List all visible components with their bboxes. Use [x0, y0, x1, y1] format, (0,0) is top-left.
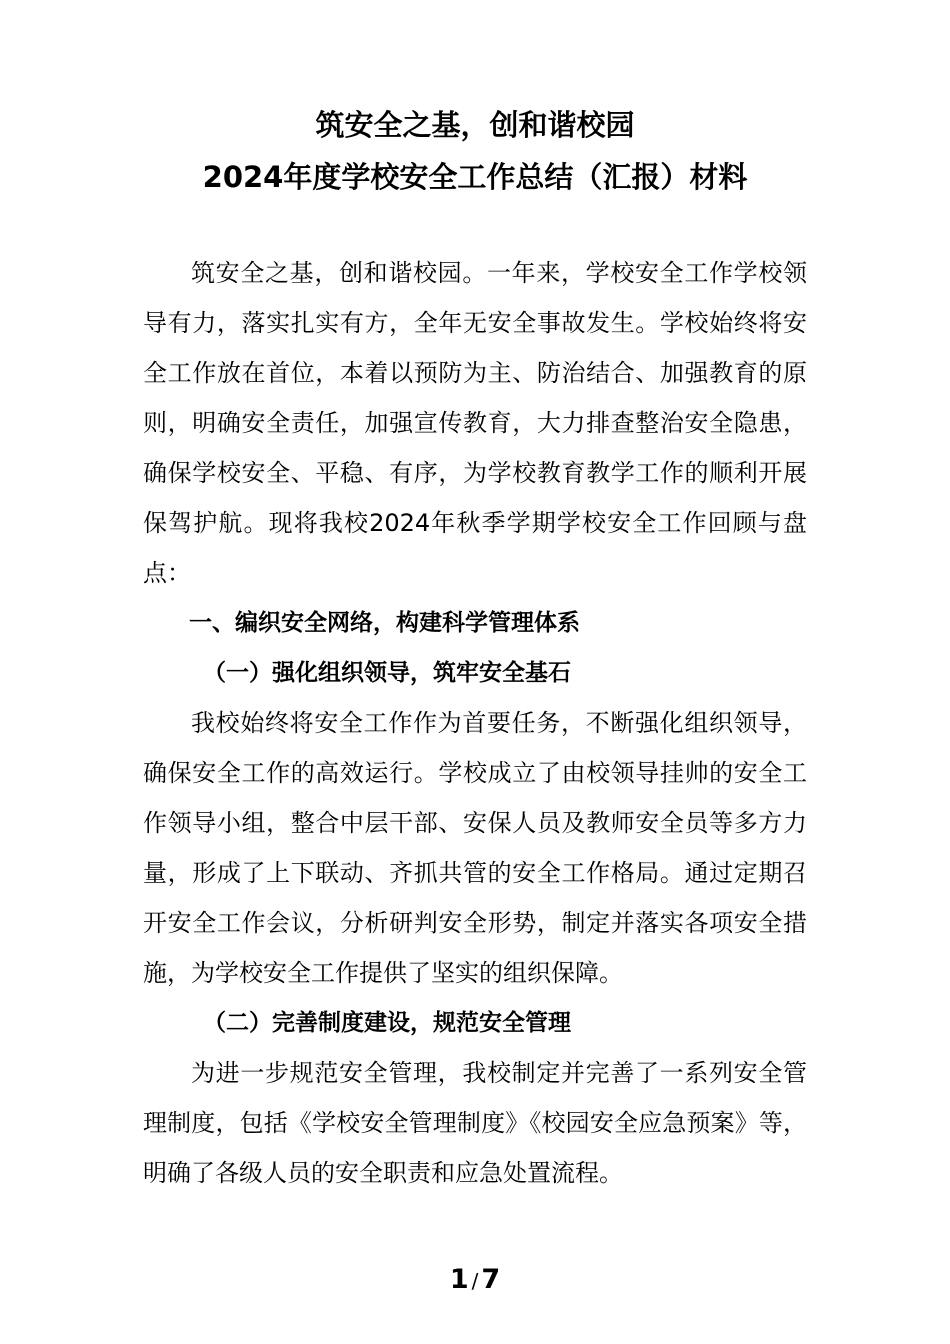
subsection-paragraph-1: 我校始终将安全工作作为首要任务，不断强化组织领导，确保安全工作的高效运行。学校成立了由校领导挂帅的安全工作领导小组，整合中层干部、安保人员及教师安全员等多方力量，形成了上下联动、齐抓共管的安全工作格局。通过定期召开安全工作会议，分析研判安全形势，制定并落实各项安全措施，为学校安全工作提供了坚实的组织保障。: [143, 709, 807, 987]
page-number: [0, 1260, 950, 1301]
subsection-heading-2: （二）完善制度建设，规范安全管理: [203, 1010, 571, 1036]
document-title-line2: 2024年度学校安全工作总结（汇报）材料: [202, 160, 748, 194]
document-title-line1: 筑安全之基，创和谐校园: [315, 108, 635, 142]
intro-paragraph: 筑安全之基，创和谐校园。一年来，学校安全工作学校领导有力，落实扎实有方，全年无安全事故发生。学校始终将安全工作放在首位，本着以预防为主、防治结合、加强教育的原则，明确安全责任，加强宣传教育，大力排查整治安全隐患，确保学校安全、平稳、有序，为学校教育教学工作的顺利开展保驾护航。现将我校2024年秋季学期学校安全工作回顾与盘点：: [143, 259, 807, 587]
page-total: 7: [481, 1264, 501, 1295]
subsection-paragraph-2: 为进一步规范安全管理，我校制定并完善了一系列安全管理制度，包括《学校安全管理制度》《校园安全应急预案》等，明确了各级人员的安全职责和应急处置流程。: [143, 1059, 807, 1187]
page-current: 1: [449, 1264, 469, 1295]
document-body: [143, 248, 807, 1198]
section-heading-1: 一、编织安全网络，构建科学管理体系: [189, 610, 580, 636]
subsection-heading-1: （一）强化组织领导，筑牢安全基石: [203, 660, 571, 686]
page-separator: /: [471, 1269, 479, 1293]
